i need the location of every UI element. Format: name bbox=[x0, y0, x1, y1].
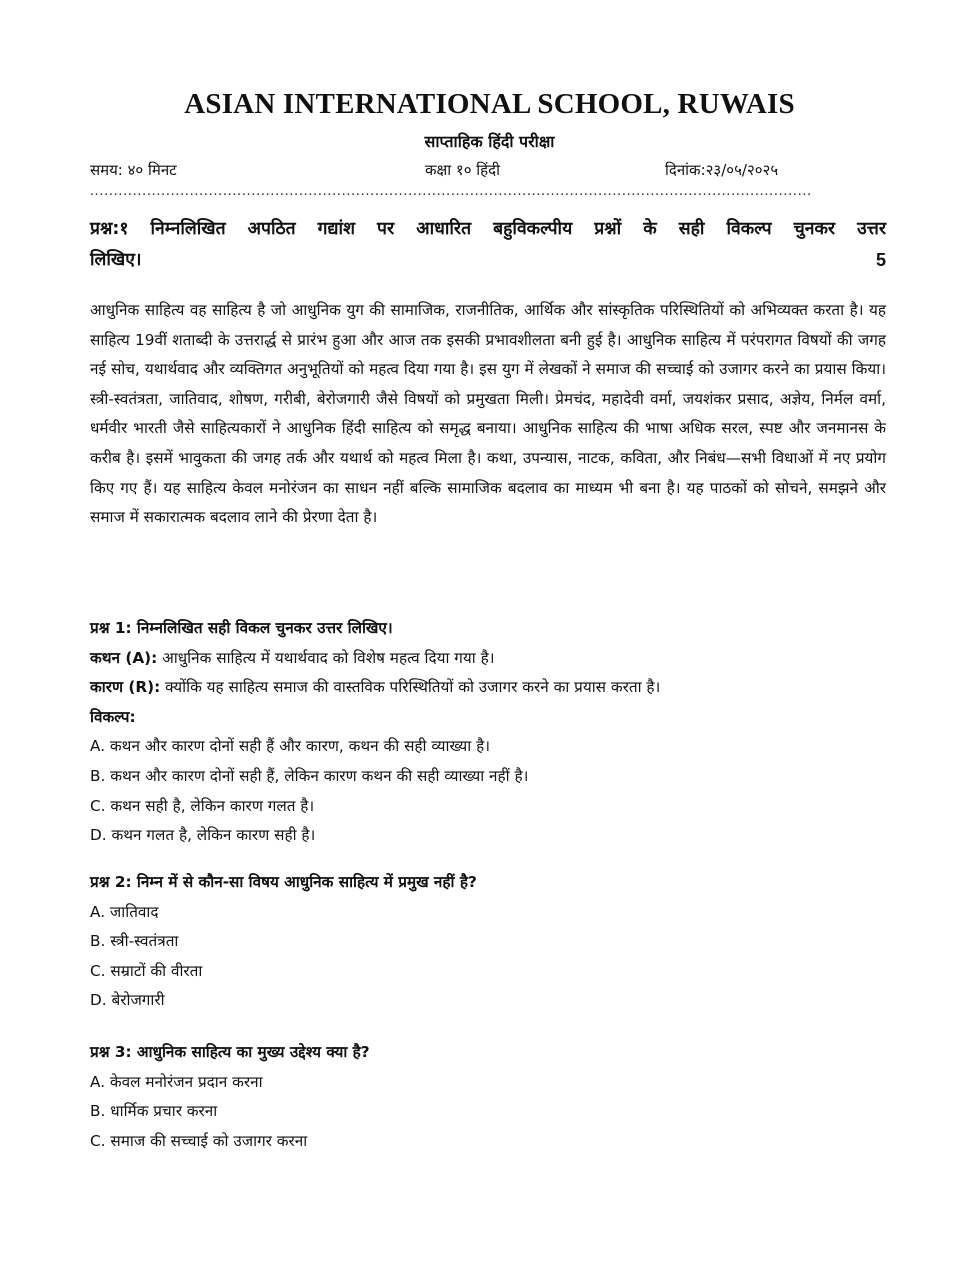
question-1-title: प्रश्न 1: निम्नलिखित सही विकल चुनकर उत्तर लिखिए। bbox=[90, 619, 393, 637]
question-marks: 5 bbox=[875, 250, 886, 270]
dotted-separator: ........................................................................................................................................................ bbox=[90, 183, 812, 199]
question-2 bbox=[90, 868, 886, 1016]
assertion-label: कथन (A): bbox=[90, 648, 158, 667]
reason-line bbox=[90, 673, 886, 703]
q1-option-a: A. कथन और कारण दोनों सही हैं और कारण, कथन की सही व्याख्या है। bbox=[90, 737, 491, 756]
q3-option-c: C. समाज की सच्चाई को उजागर करना bbox=[90, 1131, 308, 1150]
assertion-line bbox=[90, 644, 886, 674]
q3-option-b: B. धार्मिक प्रचार करना bbox=[90, 1102, 218, 1121]
question-1 bbox=[90, 614, 886, 851]
q2-option-a: A. जातिवाद bbox=[90, 902, 159, 921]
reason-label: कारण (R): bbox=[90, 678, 161, 697]
q3-option-a: A. केवल मनोरंजन प्रदान करना bbox=[90, 1072, 263, 1091]
unseen-passage: आधुनिक साहित्य वह साहित्य है जो आधुनिक युग की सामाजिक, राजनीतिक, आर्थिक और सांस्कृतिक परिस्थितियों को अभिव्यक्त करता है। यह साहित्य 19वीं शताब्दी के उत्तरार्द्ध से प्रारंभ हुआ और आज तक इसकी प्रभावशीलता बनी हुई है। आधुनिक साहित्य में परंपरागत विषयों की जगह नई सोच, यथार्थवाद और व्यक्तिगत अनुभूतियों को महत्व दिया गया है। इस युग में लेखकों ने समाज की सच्चाई को उजागर करने का प्रयास किया। स्त्री-स्वतंत्रता, जातिवाद, शोषण, गरीबी, बेरोजगारी जैसे विषयों को प्रमुखता मिली। प्रेमचंद, महादेवी वर्मा, जयशंकर प्रसाद, अज्ञेय, निर्मल वर्मा, धर्मवीर भारती जैसे साहित्यकारों ने आधुनिक हिंदी साहित्य को समृद्ध बनाया। आधुनिक साहित्य की भाषा अधिक सरल, स्पष्ट और जनमानस के करीब है। इसमें भावुकता की जगह तर्क और यथार्थ को महत्व मिला है। कथा, उपन्यास, नाटक, कविता, और निबंध—सभी विधाओं में नए प्रयोग किए गए हैं। यह साहित्य केवल मनोरंजन का साधन नहीं बल्कि सामाजिक बदलाव का माध्यम भी बना है। यह पाठकों को सोचने, समझने और समाज में सकारात्मक बदलाव लाने की प्रेरणा देता है। bbox=[90, 301, 886, 527]
question-2-title: प्रश्न 2: निम्न में से कौन-सा विषय आधुनिक साहित्य में प्रमुख नहीं है? bbox=[90, 873, 477, 891]
exam-time: समय: ४० मिनट bbox=[90, 161, 177, 179]
q2-option-d: D. बेरोजगारी bbox=[90, 991, 165, 1010]
question-3-title: प्रश्न 3: आधुनिक साहित्य का मुख्य उद्देश्य क्या है? bbox=[90, 1043, 370, 1061]
options-label: विकल्प: bbox=[90, 707, 136, 726]
q2-option-c: C. सम्राटों की वीरता bbox=[90, 961, 203, 980]
question-3 bbox=[90, 1038, 886, 1156]
q1-option-d: D. कथन गलत है, लेकिन कारण सही है। bbox=[90, 826, 316, 845]
exam-title: साप्ताहिक हिंदी परीक्षा bbox=[424, 132, 555, 151]
main-question-line2: लिखिए। bbox=[90, 250, 142, 270]
q1-option-c: C. कथन सही है, लेकिन कारण गलत है। bbox=[90, 796, 315, 815]
reason-text: क्योंकि यह साहित्य समाज की वास्तविक परिस्थितियों को उजागर करने का प्रयास करता है। bbox=[160, 678, 661, 697]
q1-option-b: B. कथन और कारण दोनों सही हैं, लेकिन कारण कथन की सही व्याख्या नहीं है। bbox=[90, 766, 529, 785]
main-question-line1: प्रश्न:१ निम्नलिखित अपठित गद्यांश पर आधारित बहुविकल्पीय प्रश्नों के सही विकल्प चुनकर उत्तर bbox=[90, 219, 886, 239]
exam-date: दिनांक:२३/०५/२०२५ bbox=[665, 161, 779, 179]
assertion-text: आधुनिक साहित्य में यथार्थवाद को विशेष महत्व दिया गया है। bbox=[157, 648, 495, 667]
school-name: ASIAN INTERNATIONAL SCHOOL, RUWAIS bbox=[184, 88, 795, 120]
exam-class: कक्षा १० हिंदी bbox=[425, 161, 500, 179]
q2-option-b: B. स्त्री-स्वतंत्रता bbox=[90, 932, 179, 951]
